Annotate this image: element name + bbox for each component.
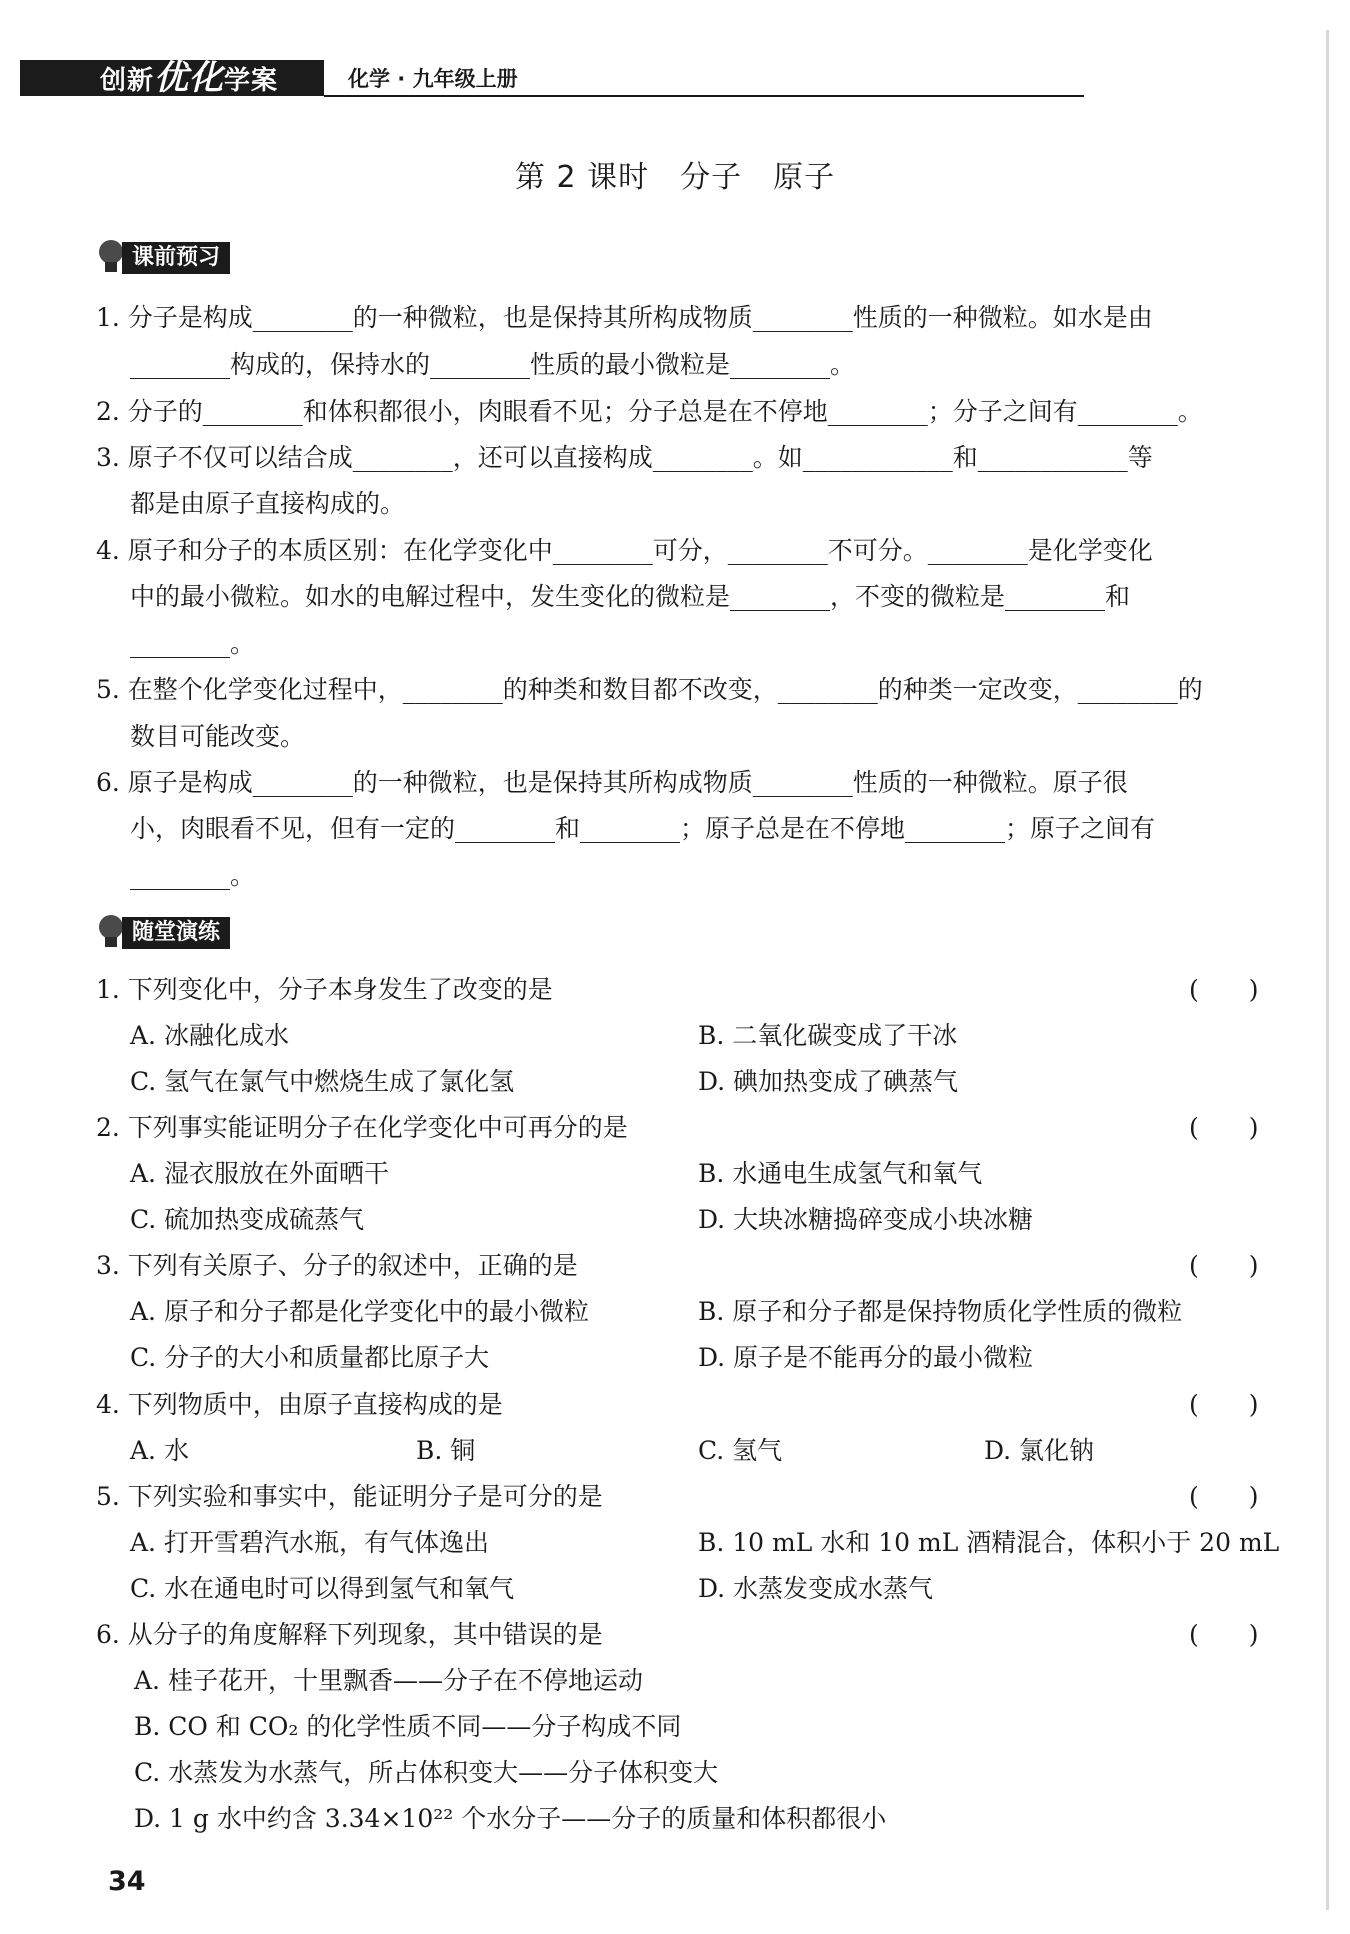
option-d: D. 原子是不能再分的最小微粒	[698, 1343, 1034, 1372]
option-b: B. 二氧化碳变成了干冰	[698, 1021, 958, 1050]
preview-line: 5. 在整个化学变化过程中，________的种类和数目都不改变，________的种类一定改变，________的	[96, 675, 1203, 704]
option-d: D. 碘加热变成了碘蒸气	[698, 1067, 959, 1096]
option-a: A. 湿衣服放在外面晒干	[130, 1159, 389, 1188]
section-practice-label: 随堂演练	[122, 917, 230, 949]
preview-line: 2. 分子的________和体积都很小，肉眼看不见；分子总是在不停地________；分子之间有________。	[96, 397, 1203, 426]
preview-line: 中的最小微粒。如水的电解过程中，发生变化的微粒是________，不变的微粒是________和	[130, 582, 1131, 611]
option-b: B. CO 和 CO₂ 的化学性质不同——分子构成不同	[134, 1712, 682, 1741]
preview-line: 1. 分子是构成________的一种微粒，也是保持其所构成物质________性质的一种微粒。如水是由	[96, 303, 1153, 332]
page-header	[20, 60, 1350, 100]
preview-line: 都是由原子直接构成的。	[130, 489, 406, 518]
page-edge-shadow	[1326, 30, 1329, 1910]
option-a: A. 原子和分子都是化学变化中的最小微粒	[130, 1297, 589, 1326]
subject-label: 化学 · 九年级上册	[348, 67, 518, 91]
option-d: D. 氯化钠	[984, 1436, 1095, 1465]
preview-line: 6. 原子是构成________的一种微粒，也是保持其所构成物质________性质的一种微粒。原子很	[96, 768, 1128, 797]
preview-line: ________构成的，保持水的________性质的最小微粒是________。	[130, 350, 856, 379]
question-stem: 1. 下列变化中，分子本身发生了改变的是	[96, 975, 553, 1004]
header-rule	[324, 95, 1084, 97]
answer-blank[interactable]: ( )	[1189, 1482, 1259, 1511]
preview-line: 3. 原子不仅可以结合成________，还可以直接构成________。如____________和____________等	[96, 443, 1153, 472]
option-c: C. 氢气	[698, 1436, 783, 1465]
option-a: A. 桂子花开，十里飘香——分子在不停地运动	[134, 1666, 643, 1695]
option-c: C. 分子的大小和质量都比原子大	[130, 1343, 490, 1372]
option-d: D. 大块冰糖捣碎变成小块冰糖	[698, 1205, 1034, 1234]
option-a: A. 水	[130, 1436, 189, 1465]
question-stem: 2. 下列事实能证明分子在化学变化中可再分的是	[96, 1113, 628, 1142]
option-d: D. 1 g 水中约含 3.34×10²² 个水分子——分子的质量和体积都很小	[134, 1804, 887, 1833]
question-stem: 6. 从分子的角度解释下列现象，其中错误的是	[96, 1620, 603, 1649]
question-stem: 4. 下列物质中，由原子直接构成的是	[96, 1390, 503, 1419]
preview-line: 小，肉眼看不见，但有一定的________和________；原子总是在不停地________；原子之间有	[130, 814, 1156, 843]
option-b: B. 水通电生成氢气和氧气	[698, 1159, 983, 1188]
option-c: C. 水蒸发为水蒸气，所占体积变大——分子体积变大	[134, 1758, 719, 1787]
section-preview-label: 课前预习	[122, 242, 230, 274]
option-a: A. 冰融化成水	[130, 1021, 289, 1050]
option-c: C. 硫加热变成硫蒸气	[130, 1205, 365, 1234]
answer-blank[interactable]: ( )	[1189, 975, 1259, 1004]
option-b: B. 10 mL 水和 10 mL 酒精混合，体积小于 20 mL	[698, 1528, 1280, 1557]
question-stem: 5. 下列实验和事实中，能证明分子是可分的是	[96, 1482, 603, 1511]
option-c: C. 水在通电时可以得到氢气和氧气	[130, 1574, 515, 1603]
option-c: C. 氢气在氯气中燃烧生成了氯化氢	[130, 1067, 515, 1096]
lesson-title: 第 2 课时 分子 原子	[514, 160, 836, 195]
option-b: B. 铜	[416, 1436, 476, 1465]
answer-blank[interactable]: ( )	[1189, 1620, 1259, 1649]
page-number: 34	[108, 1866, 146, 1897]
preview-line: ________。	[130, 629, 256, 658]
option-d: D. 水蒸发变成水蒸气	[698, 1574, 934, 1603]
preview-line: 数目可能改变。	[130, 722, 306, 751]
question-stem: 3. 下列有关原子、分子的叙述中，正确的是	[96, 1251, 578, 1280]
answer-blank[interactable]: ( )	[1189, 1251, 1259, 1280]
option-a: A. 打开雪碧汽水瓶，有气体逸出	[130, 1528, 489, 1557]
option-b: B. 原子和分子都是保持物质化学性质的微粒	[698, 1297, 1183, 1326]
brand-logo: 创新优化学案	[20, 60, 324, 96]
answer-blank[interactable]: ( )	[1189, 1390, 1259, 1419]
answer-blank[interactable]: ( )	[1189, 1113, 1259, 1142]
preview-line: 4. 原子和分子的本质区别：在化学变化中________可分，________不可分。________是化学变化	[96, 536, 1153, 565]
preview-line: ________。	[130, 861, 256, 890]
